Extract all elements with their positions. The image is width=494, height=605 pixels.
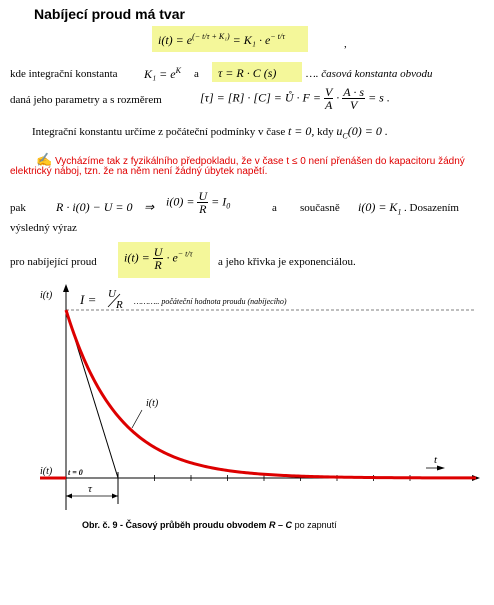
dosazenim-word: . Dosazením <box>404 202 459 214</box>
equation-comma: , <box>344 38 347 50</box>
result-expression-text: výsledný výraz <box>10 222 77 234</box>
figure-caption: Obr. č. 9 - Časový průběh proudu obvodem R – C po zapnutí <box>82 520 337 530</box>
implies-arrow: ⇒ <box>144 200 155 214</box>
initial-current-u: U <box>108 288 116 300</box>
tau-right-arrow-icon <box>112 494 118 499</box>
assumption-note-line1: ✍ Vycházíme tak z fyzikálního předpokladu, že v čase t ≤ 0 není přenášen do kapacitoru žádný <box>36 152 465 167</box>
t-axis-label: t <box>434 454 438 466</box>
charging-current-text: pro nabíjející proud <box>10 256 97 268</box>
page-heading: Nabíjecí proud má tvar <box>34 6 185 22</box>
y-axis-label-bottom: i(t) <box>40 466 53 477</box>
t0-label: t = 0 <box>68 468 83 477</box>
y-axis-label: i(t) <box>40 290 53 301</box>
pak-word: pak <box>10 202 26 214</box>
assumption-note-line2: elektrický náboj, tzn. že na něm není žádný úbytek napětí. <box>10 166 268 177</box>
i0-k1-expression: $i(0) = K_1$ <box>358 200 402 217</box>
result-formula: i(t) = $\frac{U}{R}$ · $e^{- t/\tau}$ <box>124 245 193 272</box>
dimension-text: daná jeho parametry a s rozměrem <box>10 94 162 106</box>
initial-current-desc: ……….. počáteční hodnota proudu (nabíjecího) <box>134 297 287 306</box>
tau-left-arrow-icon <box>66 494 72 499</box>
equation-charging-current: $i(t) = e^{(- t/\tau + K_1)} = K_1 \cdot e^{- t/\tau}$ <box>158 32 285 47</box>
a-word: a <box>272 202 277 214</box>
initial-condition-text: Integrační konstantu určíme z počáteční podmínky v čase t = 0, kdy $u_C(0) = 0$ . <box>32 124 388 141</box>
pencil-icon: ✍ <box>36 152 53 167</box>
dimension-expression: [τ] = [R] · [C] = Ů · F = $\frac{V}{A}$ · $\frac{A \cdot s}{V}$ = s . <box>200 85 390 112</box>
integration-constant-text: kde integrační konstanta <box>10 68 118 80</box>
i0-expression: i(0) = $\frac{U}{R}$ = $I_0$ <box>166 189 231 216</box>
k1-expression: $K_1 = e^K$ <box>144 66 181 81</box>
initial-current-r: R <box>116 299 123 311</box>
time-constant-desc: …. časová konstanta obvodu <box>306 68 433 80</box>
kvl-expression: R · i(0) − U = 0 <box>56 200 133 214</box>
y-axis-arrow-icon <box>63 284 69 292</box>
exponential-text: a jeho křivka je exponenciálou. <box>218 256 356 268</box>
initial-current-label: I = <box>80 292 97 307</box>
tau-label: τ <box>88 483 92 495</box>
and-word: a <box>194 68 199 80</box>
curve-label-pointer <box>132 410 142 428</box>
tau-expression: τ = R · C (s) <box>218 66 277 80</box>
curve-label: i(t) <box>146 398 159 409</box>
soucasne-word: současně <box>300 202 340 214</box>
charging-current-graph <box>0 282 494 512</box>
exponential-current-curve <box>66 310 476 478</box>
